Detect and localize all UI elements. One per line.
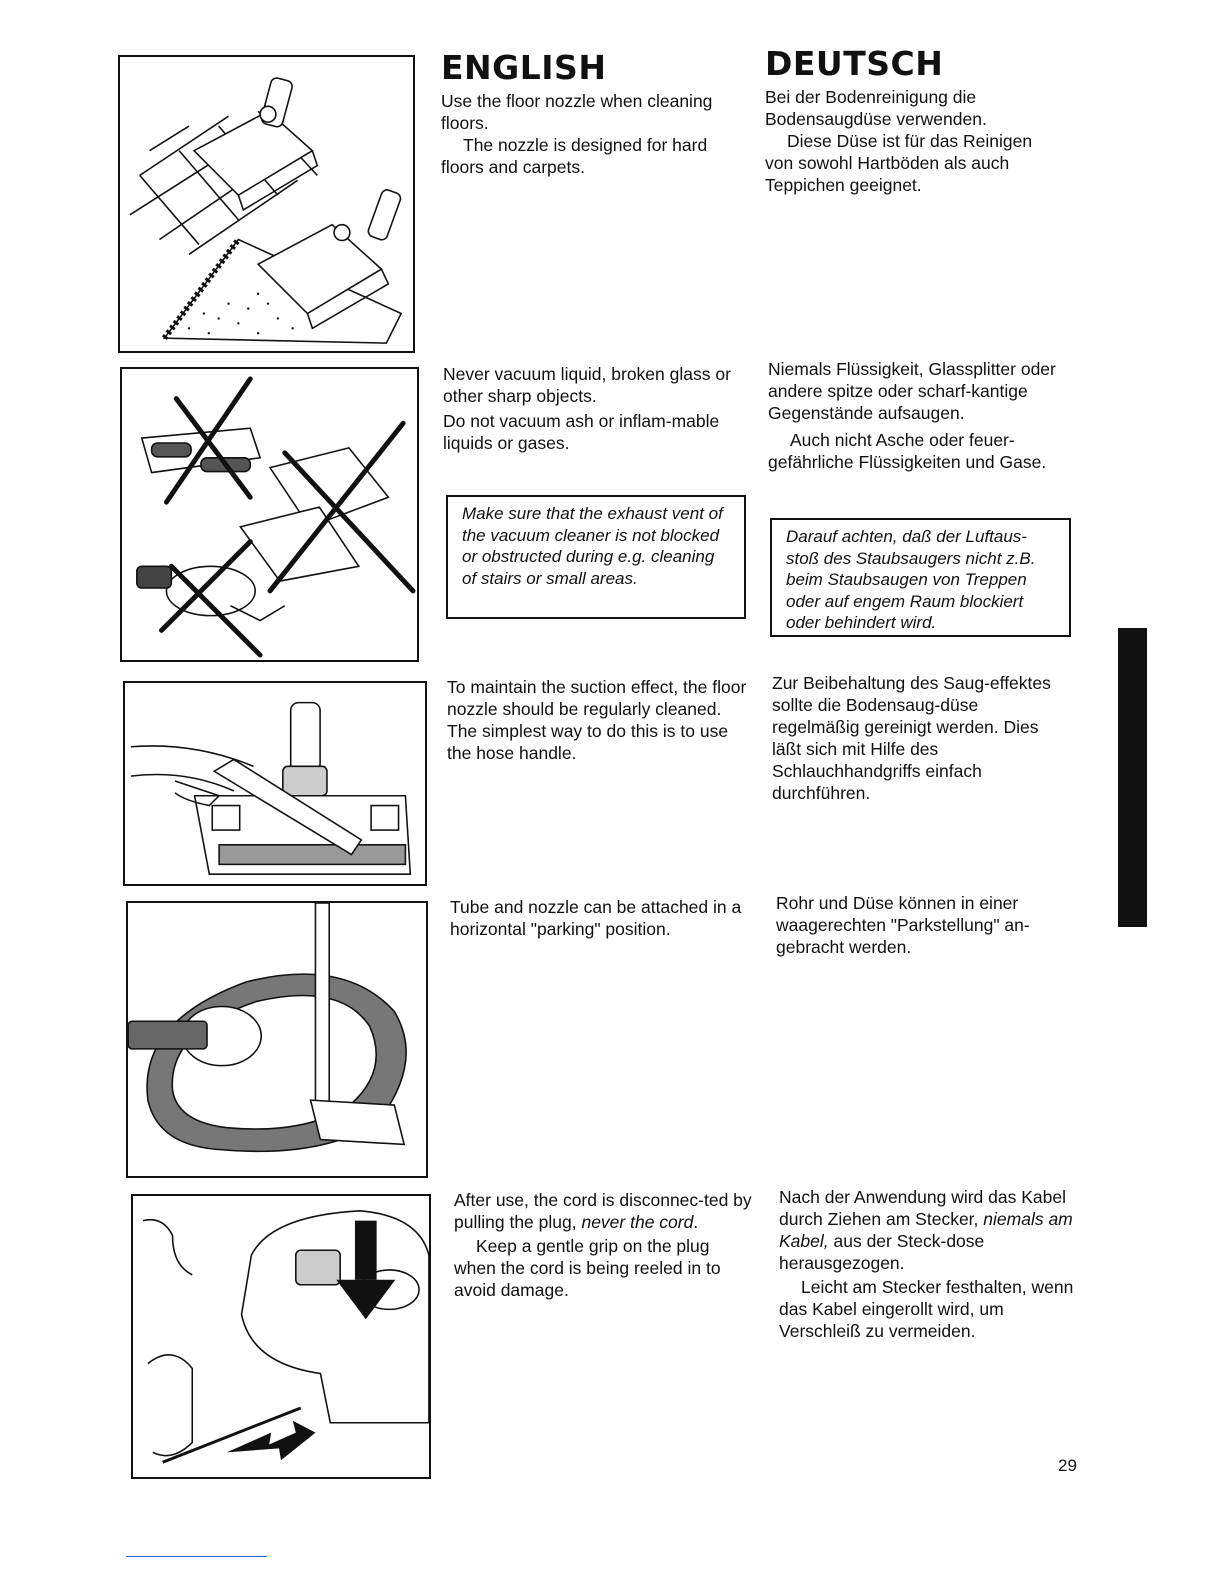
paragraph: Keep a gentle grip on the plug when the cord is being reeled in to avoid damage. [454, 1236, 721, 1300]
emphasis: niemals am Kabel, [779, 1209, 1073, 1251]
paragraph: To maintain the suction effect, the floor nozzle should be regularly cleaned. The simplest way to do this is to use the hose handle. [447, 677, 747, 763]
floor-nozzle-illustration [118, 55, 415, 353]
parking-text-de [776, 892, 1076, 958]
page-number: 29 [1058, 1456, 1077, 1475]
parking-position-drawing [128, 903, 426, 1176]
text-run: aus der Steck-dose herausgezogen. [779, 1231, 985, 1273]
exhaust-note-de: Darauf achten, daß der Luftaus-stoß des Staubsaugers nicht z.B. beim Staubsaugen von Treppen oder auf engem Raum blockiert oder behindert wird. [770, 518, 1071, 637]
cord-rewind-drawing [133, 1196, 429, 1477]
parking-illustration [126, 901, 428, 1178]
cord-illustration [131, 1194, 431, 1479]
exhaust-note-en: Make sure that the exhaust vent of the vacuum cleaner is not blocked or obstructed during e.g. cleaning of stairs or small areas. [446, 495, 746, 619]
paragraph: Bei der Bodenreinigung die Bodensaugdüse verwenden. [765, 87, 987, 129]
paragraph: Auch nicht Asche oder feuer-gefährliche Flüssigkeiten und Gase. [768, 430, 1047, 472]
paragraph: Zur Beibehaltung des Saug-effektes sollte die Bodensaug-düse regelmäßig gereinigt werden. Dies läßt sich mit Hilfe des Schlauchhandgriffs einfach durchführen. [772, 673, 1051, 803]
paragraph: Tube and nozzle can be attached in a horizontal "parking" position. [450, 897, 742, 939]
paragraph [779, 1186, 1079, 1274]
paragraph: Do not vacuum ash or inflam-mable liquids or gases. [443, 411, 720, 453]
footer-rule [126, 1556, 267, 1557]
floor-nozzle-text-en [441, 90, 741, 178]
parking-text-en [450, 896, 755, 940]
prohibited-items-drawing [122, 369, 417, 660]
cord-text-de [779, 1186, 1079, 1342]
paragraph: Use the floor nozzle when cleaning floors. [441, 91, 713, 133]
paragraph: Never vacuum liquid, broken glass or other sharp objects. [443, 364, 731, 406]
paragraph: Diese Düse ist für das Reinigen von sowohl Hartböden als auch Teppichen geeignet. [765, 131, 1033, 195]
floor-nozzle-text-de [765, 86, 1065, 196]
suction-text-en [447, 676, 752, 764]
paragraph: Rohr und Düse können in einer waagerechten "Parkstellung" an-gebracht werden. [776, 893, 1030, 957]
text-run: Nach der Anwendung wird das Kabel durch Ziehen am Stecker, [779, 1187, 1066, 1229]
floor-nozzle-drawing [120, 57, 413, 351]
text-run: . [693, 1212, 699, 1232]
suction-text-de [772, 672, 1058, 804]
emphasis: never the cord [581, 1212, 694, 1232]
paragraph: The nozzle is designed for hard floors and carpets. [441, 135, 708, 177]
warning-text-de [768, 358, 1064, 473]
heading-english: ENGLISH [441, 48, 607, 87]
paragraph [454, 1189, 754, 1233]
paragraph: Niemals Flüssigkeit, Glassplitter oder andere spitze oder scharf-kantige Gegenstände aufsaugen. [768, 359, 1056, 423]
text-run: After use, the cord is disconnec-ted by pulling the plug, [454, 1190, 752, 1232]
heading-deutsch: DEUTSCH [765, 44, 944, 83]
nozzle-cleaning-illustration [123, 681, 427, 886]
cord-text-en [454, 1189, 754, 1301]
paragraph: Leicht am Stecker festhalten, wenn das Kabel eingerollt wird, um Verschleiß zu vermeiden. [779, 1277, 1074, 1341]
section-tab-marker [1118, 628, 1147, 927]
warning-text-en [443, 363, 743, 454]
warning-illustration [120, 367, 419, 662]
nozzle-cleaning-drawing [125, 683, 425, 884]
